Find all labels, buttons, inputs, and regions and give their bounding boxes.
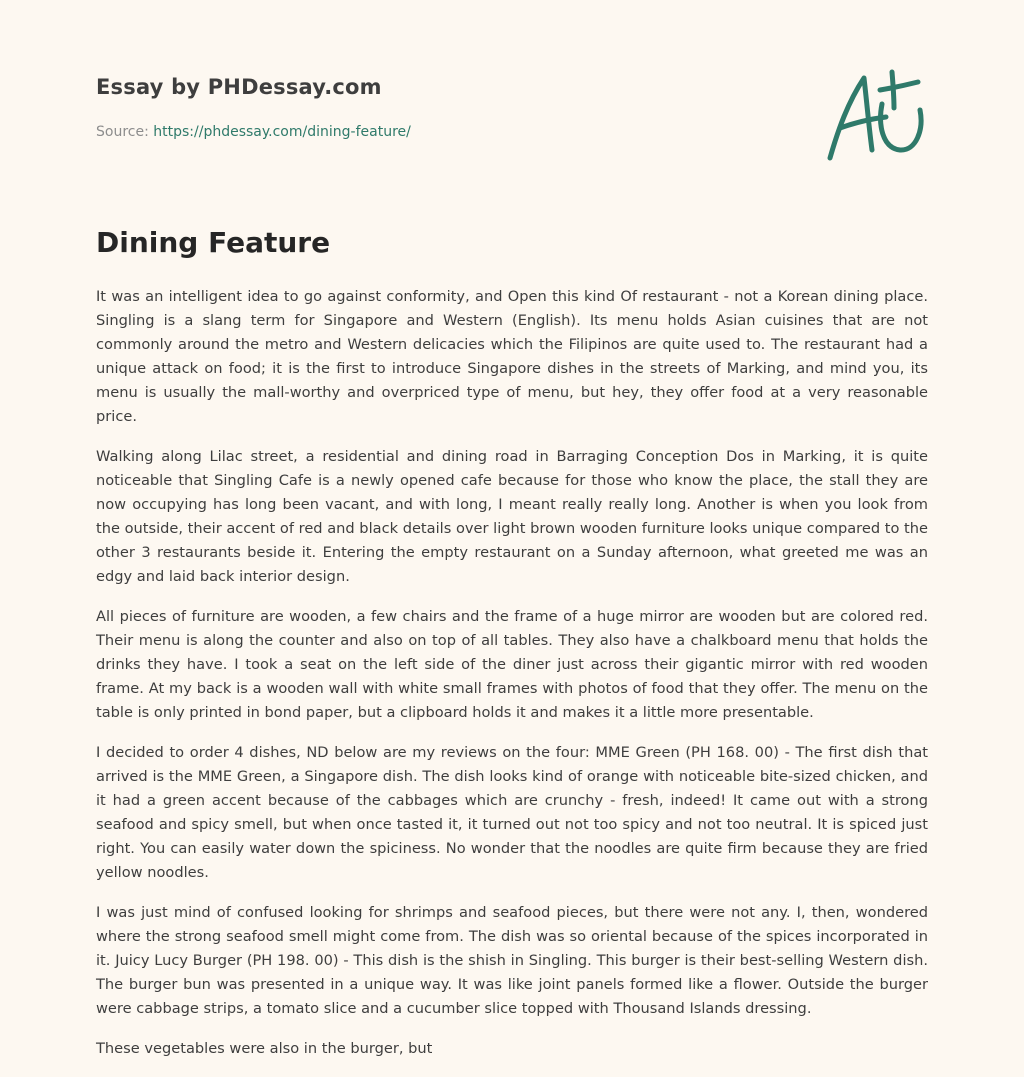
essay-paragraph: It was an intelligent idea to go against conformity, and Open this kind Of restaurant - not a Korean dining place. Singling is a slang term for Singapore and Western (English). Its menu holds Asian cuisines that are not commonly around the metro and Western delicacies which the Filipinos are quite used to. The restaurant had a unique attack on food; it is the first to introduce Singapore dishes in the streets of Marking, and mind you, its menu is usually the mall-worthy and overpriced type of menu, but hey, they offer food at a very reasonable price. — [96, 288, 928, 425]
essay-paragraph: I decided to order 4 dishes, ND below are my reviews on the four: MME Green (PH 168. 00) - The first dish that arrived is the MME Green, a Singapore dish. The dish looks kind of orange with noticeable bite-sized chicken, and it had a green accent because of the cabbages which are crunchy - fresh, indeed! It came out with a strong seafood and spicy smell, but when once tasted it, it turned out not too spicy and not too neutral. It is spiced just right. You can easily water down the spiciness. No wonder that the noodles are quite firm because they are fried yellow noodles. — [96, 744, 928, 881]
source-link[interactable]: https://phdessay.com/dining-feature/ — [153, 124, 411, 140]
brand-title: Essay by PHDessay.com — [96, 75, 382, 99]
source-line — [96, 124, 411, 140]
essay-paragraph: These vegetables were also in the burger, but — [96, 1040, 433, 1057]
essay-paragraph: I was just mind of confused looking for shrimps and seafood pieces, but there were not any. I, then, wondered where the strong seafood smell might come from. The dish was so oriental because of the spices incorporated in it. Juicy Lucy Burger (PH 198. 00) - This dish is the shish in Singling. This burger is their best-selling Western dish. The burger bun was presented in a unique way. It was like joint panels formed like a flower. Outside the burger were cabbage strips, a tomato slice and a cucumber slice topped with Thousand Islands dressing. — [96, 904, 928, 1017]
source-label: Source: — [96, 124, 154, 140]
essay-title: Dining Feature — [96, 226, 331, 259]
a-plus-grade-icon — [822, 68, 932, 164]
essay-body — [96, 285, 928, 1077]
essay-paragraph: Walking along Lilac street, a residential and dining road in Barraging Conception Dos in Marking, it is quite noticeable that Singling Cafe is a newly opened cafe because for those who know the place, the stall they are now occupying has long been vacant, and with long, I meant really really long. Another is when you look from the outside, their accent of red and black details over light brown wooden furniture looks unique compared to the other 3 restaurants beside it. Entering the empty restaurant on a Sunday afternoon, what greeted me was an edgy and laid back interior design. — [96, 448, 928, 585]
essay-paragraph: All pieces of furniture are wooden, a few chairs and the frame of a huge mirror are wooden but are colored red. Their menu is along the counter and also on top of all tables. They also have a chalkboard menu that holds the drinks they have. I took a seat on the left side of the diner just across their gigantic mirror with red wooden frame. At my back is a wooden wall with white small frames with photos of food that they offer. The menu on the table is only printed in bond paper, but a clipboard holds it and makes it a little more presentable. — [96, 608, 928, 721]
